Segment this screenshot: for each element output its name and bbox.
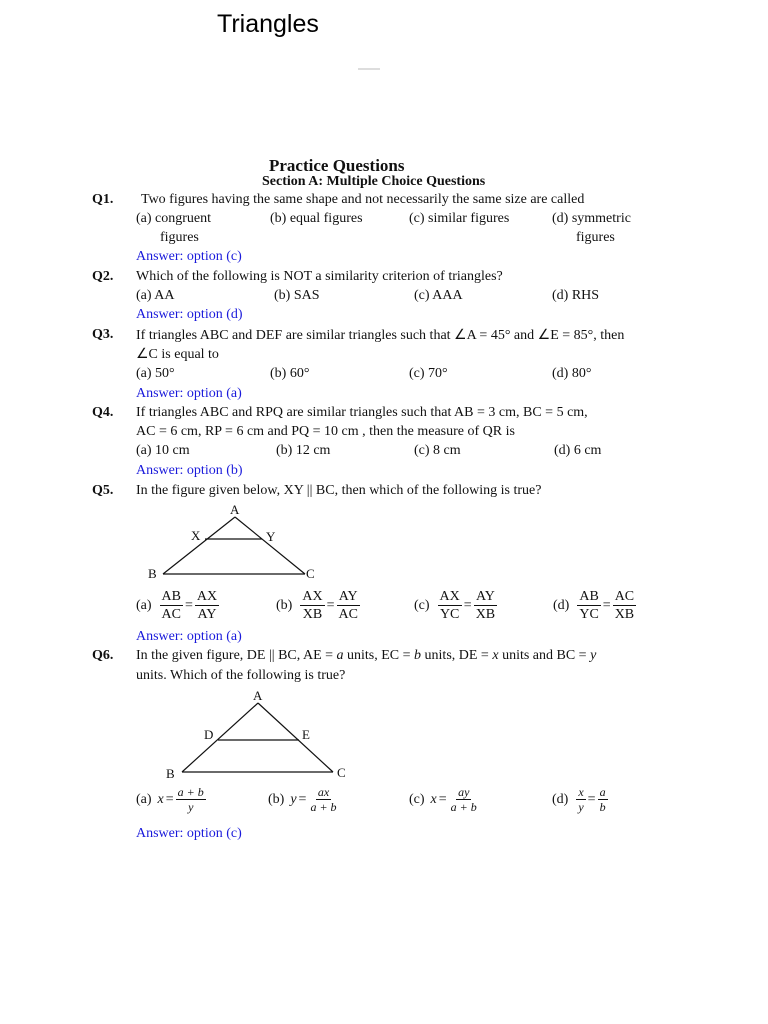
question-text-line-2: AC = 6 cm, RP = 6 cm and PQ = 10 cm , then the measure of QR is xyxy=(136,424,515,439)
denominator: a + b xyxy=(450,800,477,814)
fraction xyxy=(613,588,636,623)
text-fragment: units and BC = xyxy=(498,648,591,663)
option-a xyxy=(136,588,219,623)
point-label-y: Y xyxy=(266,529,276,544)
numerator: AX xyxy=(196,589,218,604)
point-label-e: E xyxy=(302,727,310,742)
vertex-label-c: C xyxy=(306,566,315,581)
variable-y: y xyxy=(590,648,597,663)
numerator: x xyxy=(578,785,584,799)
numerator: a + b xyxy=(177,785,204,799)
option-label: (d) xyxy=(553,597,570,613)
option-label: (b) xyxy=(276,597,293,613)
lhs-variable: x xyxy=(157,791,164,807)
option-label: (a) xyxy=(136,597,152,613)
numerator: AB xyxy=(579,589,599,604)
option-a xyxy=(136,785,206,814)
option-label: (c) xyxy=(409,791,425,807)
vertex-label-c: C xyxy=(337,765,346,780)
lhs-variable: x xyxy=(430,791,437,807)
option-label: (c) xyxy=(414,597,430,613)
question-text xyxy=(136,648,596,664)
numerator: AC xyxy=(614,589,635,604)
numerator: ax xyxy=(317,785,330,799)
answer-text: Answer: option (b) xyxy=(136,463,243,478)
equals-sign: = xyxy=(602,597,611,613)
equals-sign: = xyxy=(185,597,193,613)
option-d-continued: figures xyxy=(576,230,615,245)
option-d: (d) 80° xyxy=(552,366,592,381)
vertex-label-b: B xyxy=(148,566,157,581)
numerator: AX xyxy=(302,589,323,604)
option-b: (b) SAS xyxy=(274,288,320,303)
option-c: (c) similar figures xyxy=(409,211,510,226)
option-c xyxy=(414,588,497,623)
question-text: If triangles ABC and DEF are similar triangles such that ∠A = 45° and ∠E = 85°, then xyxy=(136,328,625,343)
fraction xyxy=(195,588,219,623)
side-ab xyxy=(163,517,235,574)
question-number: Q4. xyxy=(92,405,114,420)
option-b xyxy=(276,588,360,623)
text-fragment: units, DE = xyxy=(421,648,493,663)
option-a: (a) AA xyxy=(136,288,175,303)
equals-sign: = xyxy=(165,791,174,807)
equals-sign: = xyxy=(326,597,335,613)
equals-sign: = xyxy=(438,791,447,807)
fraction xyxy=(300,588,324,623)
fraction xyxy=(160,588,183,623)
side-ab xyxy=(182,703,258,772)
answer-text: Answer: option (a) xyxy=(136,386,242,401)
question-number: Q2. xyxy=(92,269,114,284)
equals-sign: = xyxy=(587,791,596,807)
question-number: Q6. xyxy=(92,648,114,663)
denominator: AC xyxy=(161,607,181,622)
option-d: (d) 6 cm xyxy=(554,443,602,458)
practice-heading: Practice Questions xyxy=(269,156,405,175)
option-a: (a) 50° xyxy=(136,366,175,381)
option-label: (b) xyxy=(268,791,285,807)
fraction xyxy=(576,785,585,814)
option-a: (a) 10 cm xyxy=(136,443,190,458)
variable-b: b xyxy=(414,648,422,663)
question-text: Two figures having the same shape and not necessarily the same size are called xyxy=(141,192,585,207)
option-c: (c) 70° xyxy=(409,366,448,381)
numerator: ay xyxy=(458,785,470,799)
fraction xyxy=(438,588,462,623)
vertex-label-b: B xyxy=(166,766,175,781)
denominator: XB xyxy=(614,607,635,622)
text-fragment: units, EC = xyxy=(343,648,415,663)
option-b: (b) equal figures xyxy=(270,211,363,226)
variable-x: x xyxy=(492,648,499,663)
option-d: (d) RHS xyxy=(552,288,600,303)
variable-a: a xyxy=(336,648,344,663)
question-text: Which of the following is NOT a similarity criterion of triangles? xyxy=(136,269,503,284)
denominator: AC xyxy=(338,607,358,622)
numerator: AB xyxy=(161,589,181,604)
text-fragment: In the given figure, DE || BC, AE = xyxy=(136,648,337,663)
vertex-label-a: A xyxy=(230,502,240,517)
option-label: (a) xyxy=(136,791,152,807)
option-a: (a) congruent xyxy=(136,211,212,226)
point-label-x: X xyxy=(191,528,201,543)
option-b xyxy=(268,785,339,814)
answer-text: Answer: option (c) xyxy=(136,249,242,264)
denominator: YC xyxy=(439,607,460,622)
fraction xyxy=(336,588,359,623)
fraction xyxy=(598,785,608,814)
denominator: AY xyxy=(197,607,217,622)
option-d: (d) symmetric xyxy=(552,211,631,226)
fraction xyxy=(308,785,338,814)
question-text: In the figure given below, XY || BC, then which of the following is true? xyxy=(136,483,542,498)
denominator: b xyxy=(599,800,606,814)
fraction xyxy=(176,785,206,814)
point-label-d: D xyxy=(204,727,214,742)
option-c: (c) 8 cm xyxy=(414,443,461,458)
numerator: AX xyxy=(439,589,460,604)
option-b: (b) 60° xyxy=(270,366,310,381)
denominator: y xyxy=(578,800,584,814)
equals-sign: = xyxy=(463,597,472,613)
question-text: If triangles ABC and RPQ are similar triangles such that AB = 3 cm, BC = 5 cm, xyxy=(136,405,588,420)
denominator: XB xyxy=(475,607,496,622)
numerator: AY xyxy=(475,589,495,604)
page-title: Triangles xyxy=(217,10,319,38)
fraction xyxy=(449,785,479,814)
equals-sign: = xyxy=(298,791,307,807)
option-a-continued: figures xyxy=(160,230,199,245)
fraction xyxy=(577,588,600,623)
option-b: (b) 12 cm xyxy=(276,443,331,458)
numerator: a xyxy=(599,785,606,799)
option-c: (c) AAA xyxy=(414,288,463,303)
side-ac xyxy=(235,517,305,574)
denominator: y xyxy=(188,800,194,814)
denominator: a + b xyxy=(310,800,337,814)
question-number: Q3. xyxy=(92,327,114,342)
fraction xyxy=(474,588,497,623)
question-text-line-2: ∠C is equal to xyxy=(136,347,219,362)
option-label: (d) xyxy=(552,791,569,807)
numerator: AY xyxy=(338,589,358,604)
answer-text: Answer: option (a) xyxy=(136,629,242,644)
denominator: XB xyxy=(302,607,323,622)
option-d xyxy=(552,785,608,814)
question-text-line-2: units. Which of the following is true? xyxy=(136,668,346,683)
option-c xyxy=(409,785,479,814)
answer-text: Answer: option (d) xyxy=(136,307,243,322)
lhs-variable: y xyxy=(290,791,297,807)
section-heading: Section A: Multiple Choice Questions xyxy=(262,174,486,189)
side-ac xyxy=(258,703,333,772)
question-number: Q5. xyxy=(92,483,114,498)
scan-artifact xyxy=(358,68,380,70)
answer-text: Answer: option (c) xyxy=(136,826,242,841)
option-d xyxy=(553,588,636,623)
denominator: YC xyxy=(579,607,599,622)
vertex-label-a: A xyxy=(253,688,263,703)
question-number: Q1. xyxy=(92,192,114,207)
